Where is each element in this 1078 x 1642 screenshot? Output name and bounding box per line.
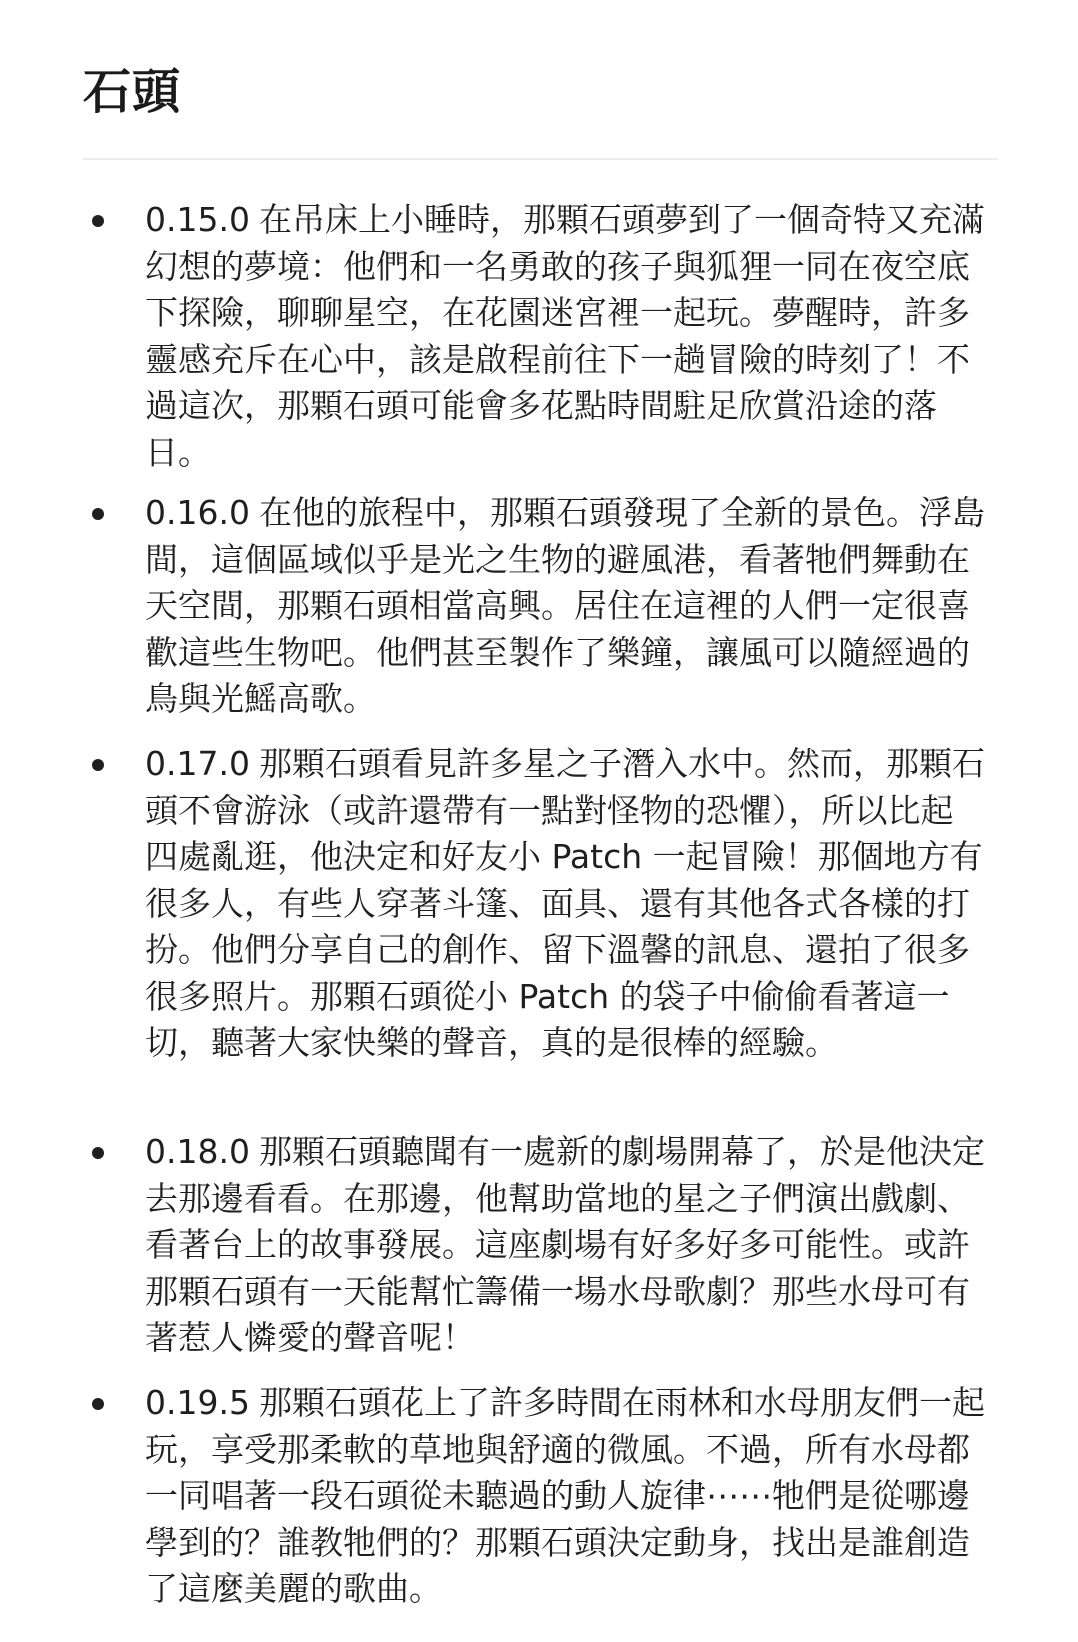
entry-text: 在他的旅程中，那顆石頭發現了全新的景色。浮島間，這個區域似乎是光之生物的避風港，看著牠們舞動在天空間，那顆石頭相當高興。居住在這裡的人們一定很喜歡這些生物吧。他們甚至製作了樂鐘，讓風可以隨經過的鳥與光鰩高歌。 <box>145 493 985 718</box>
entry-text: 那顆石頭花上了許多時間在雨林和水母朋友們一起玩，享受那柔軟的草地與舒適的微風。不過，所有水母都一同唱著一段石頭從未聽過的動人旋律⋯⋯牠們是從哪邊學到的？誰教牠們的？那顆石頭決定動身，找出是誰創造了這麼美麗的歌曲。 <box>145 1383 985 1608</box>
bullet-icon <box>92 759 104 771</box>
bullet-icon <box>92 508 104 520</box>
bullet-icon <box>92 1147 104 1159</box>
entry-text: 那顆石頭聽聞有一處新的劇場開幕了，於是他決定去那邊看看。在那邊，他幫助當地的星之子們演出戲劇、看著台上的故事發展。這座劇場有好多好多可能性。或許那顆石頭有一天能幫忙籌備一場水母歌劇？那些水母可有著惹人憐愛的聲音呢！ <box>145 1132 985 1357</box>
version-number: 0.18.0 <box>145 1132 250 1171</box>
version-number: 0.19.5 <box>145 1383 250 1422</box>
changelog-entry <box>145 741 985 1067</box>
changelog-entry <box>145 1380 985 1613</box>
changelog-entry <box>145 1129 985 1362</box>
page-title: 石頭 <box>83 64 182 120</box>
bullet-icon <box>92 215 104 227</box>
changelog-entry <box>145 490 985 723</box>
version-number: 0.15.0 <box>145 200 250 239</box>
version-number: 0.16.0 <box>145 493 250 532</box>
version-number: 0.17.0 <box>145 744 250 783</box>
bullet-icon <box>92 1398 104 1410</box>
entry-text: 那顆石頭看見許多星之子潛入水中。然而，那顆石頭不會游泳（或許還帶有一點對怪物的恐懼），所以比起四處亂逛，他決定和好友小 Patch 一起冒險！那個地方有很多人，有些人穿著斗篷、面具、還有其他各式各樣的打扮。他們分享自己的創作、留下溫馨的訊息、還拍了很多很多照片。那顆石頭從小 Patch 的袋子中偷偷看著這一切，聽著大家快樂的聲音，真的是很棒的經驗。 <box>145 744 985 1062</box>
changelog-entry <box>145 197 985 476</box>
title-divider <box>83 158 998 160</box>
entry-text: 在吊床上小睡時，那顆石頭夢到了一個奇特又充滿幻想的夢境：他們和一名勇敢的孩子與狐狸一同在夜空底下探險，聊聊星空，在花園迷宮裡一起玩。夢醒時，許多靈感充斥在心中，該是啟程前往下一趟冒險的時刻了！不過這次，那顆石頭可能會多花點時間駐足欣賞沿途的落日。 <box>145 200 985 472</box>
